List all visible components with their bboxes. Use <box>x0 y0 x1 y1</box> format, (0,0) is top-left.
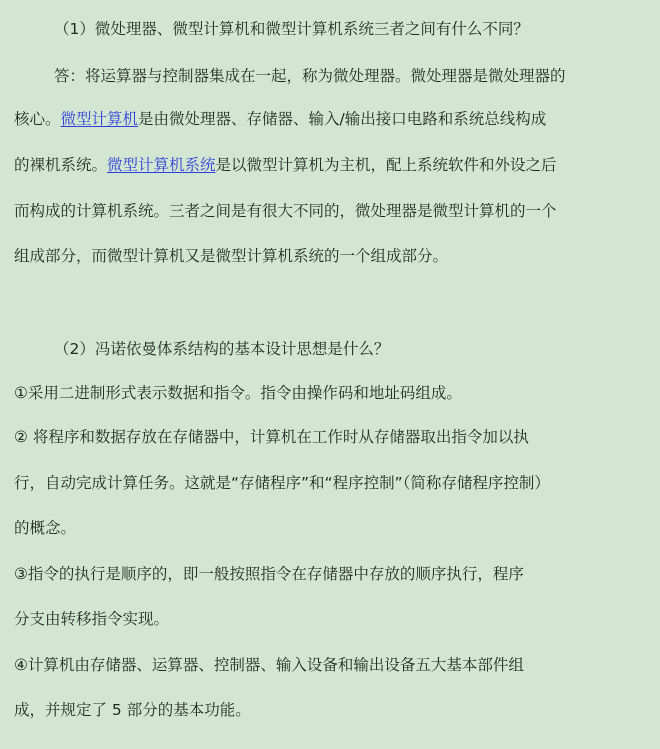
answer-2-point-2-line-1: ② 将程序和数据存放在存储器中，计算机在工作时从存储器取出指令加以执 <box>14 428 529 446</box>
question-1: （1）微处理器、微型计算机和微型计算机系统三者之间有什么不同？ <box>54 20 529 38</box>
answer-1-line-2 <box>14 110 546 128</box>
answer-2-point-2-line-3: 的概念。 <box>14 519 77 537</box>
question-2: （2）冯诺依曼体系结构的基本设计思想是什么？ <box>54 340 390 358</box>
answer-2-point-4-line-1: ④计算机由存储器、运算器、控制器、输入设备和输出设备五大基本部件组 <box>14 656 524 674</box>
answer-1-line-5: 组成部分，而微型计算机又是微型计算机系统的一个组成部分。 <box>14 247 449 265</box>
answer-1-line-3-post: 是以微型计算机为主机，配上系统软件和外设之后 <box>215 156 557 174</box>
answer-2-point-1: ①采用二进制形式表示数据和指令。指令由操作码和地址码组成。 <box>14 384 462 402</box>
answer-2-point-4-line-2: 成，并规定了 5 部分的基本功能。 <box>14 701 251 719</box>
answer-1-line-3 <box>14 156 557 174</box>
answer-2-point-3-line-1: ③指令的执行是顺序的，即一般按照指令在存储器中存放的顺序执行，程序 <box>14 565 524 583</box>
answer-1-line-1: 答：将运算器与控制器集成在一起，称为微处理器。微处理器是微处理器的 <box>54 67 566 85</box>
answer-1-line-2-post: 是由微处理器、存储器、输入/输出接口电路和系统总线构成 <box>138 110 547 128</box>
answer-1-line-3-pre: 的裸机系统。 <box>14 156 108 174</box>
answer-1-line-2-pre: 核心。 <box>14 110 61 128</box>
answer-1-line-4: 而构成的计算机系统。三者之间是有很大不同的，微处理器是微型计算机的一个 <box>14 202 557 220</box>
microcomputer-link[interactable]: 微型计算机 <box>60 110 139 128</box>
answer-2-point-3-line-2: 分支由转移指令实现。 <box>14 610 170 628</box>
answer-2-point-2-line-2: 行，自动完成计算任务。这就是“存储程序”和“程序控制”（简称存储程序控制） <box>14 474 550 492</box>
microcomputer-system-link[interactable]: 微型计算机系统 <box>107 156 216 174</box>
